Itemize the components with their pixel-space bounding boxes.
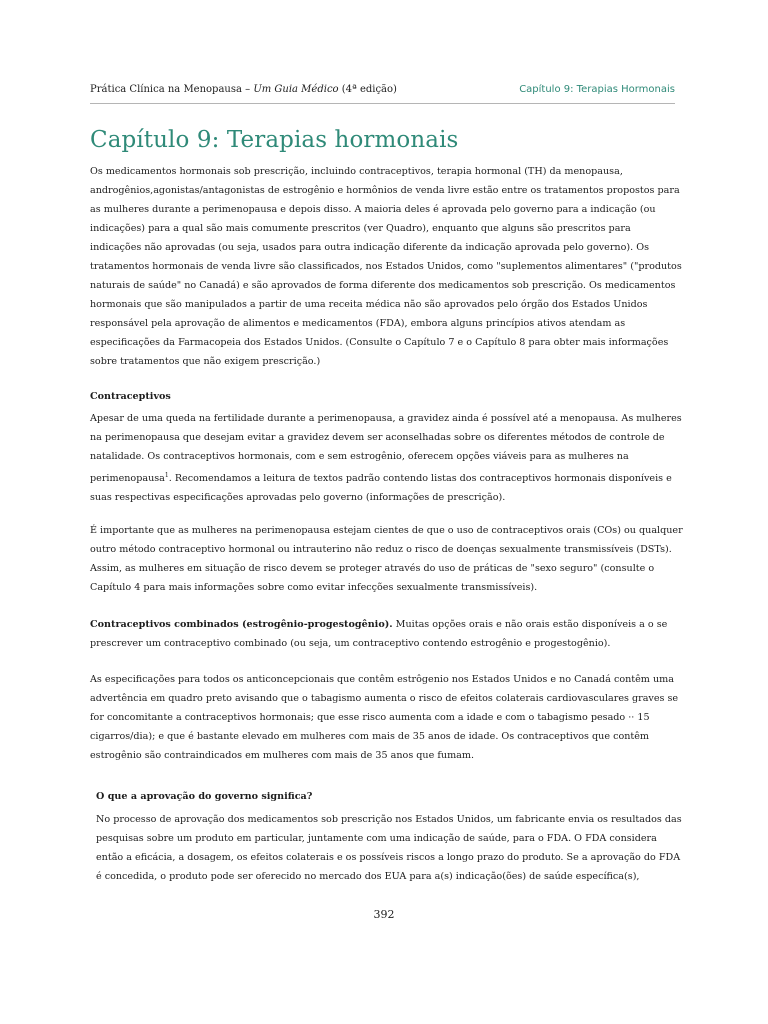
contraceptivos-paragraph-2: É importante que as mulheres na perimenopausa estejam cientes de que o uso de contraceptivos orais (COs) ou qualquer outro método contraceptivo hormonal ou intrauterino não reduz o risco de doenças sexualmente transmissíveis (DSTs). Assim, as mulheres em situação de risco devem se proteger através do uso de práticas de "sexo seguro" (consulte o Capítulo 4 para mais informações sobre como evitar infecções sexualmente transmissíveis). <box>90 525 683 593</box>
combinados-paragraph <box>90 615 684 653</box>
box-title: O que a aprovação do governo significa? <box>96 791 313 802</box>
running-chapter-title: Capítulo 9: Terapias Hormonais <box>519 84 675 95</box>
header-rule <box>90 103 675 104</box>
edition-label: (4ª edição) <box>341 84 397 95</box>
book-title-text: Prática Clínica na Menopausa – <box>90 84 251 95</box>
combinados-text: Muitas opções orais e não orais estão disponíveis a o se prescrever um contraceptivo combinado (ou seja, um contraceptivo contendo estrogênio e progestogênio). <box>90 619 668 649</box>
book-subtitle: Um Guia Médico <box>253 84 339 95</box>
chapter-title: Capítulo 9: Terapias hormonais <box>90 127 459 153</box>
contraceptivos-paragraph-1 <box>90 409 684 507</box>
page-number: 392 <box>373 908 395 921</box>
combinados-heading: Contraceptivos combinados (estrogênio-progestogênio). <box>90 619 393 630</box>
intro-paragraph: Os medicamentos hormonais sob prescrição, incluindo contraceptivos, terapia hormonal (TH) da menopausa, androgênios,agonistas/antagonistas de estrogênio e hormônios de venda livre estão entre os tratamentos propostos para as mulheres durante a perimenopausa e depois disso. A maioria deles é aprovada pelo governo para a indicação (ou indicações) para a qual são mais comumente prescritos (ver Quadro), enquanto que alguns são prescritos para indicações não aprovadas (ou seja, usados para outra indicação diferente da indicação aprovada pelo governo). Os tratamentos hormonais de venda livre são classificados, nos Estados Unidos, como "suplementos alimentares" ("produtos naturais de saúde" no Canadá) e são aprovados de forma diferente dos medicamentos sob prescrição. Os medicamentos hormonais que são manipulados a partir de uma receita médica não são aprovados pelo órgão dos Estados Unidos responsável pela aprovação de alimentos e medicamentos (FDA), embora alguns princípios ativos atendam as especificações da Farmacopeia dos Estados Unidos. (Consulte o Capítulo 7 e o Capítulo 8 para obter mais informações sobre tratamentos que não exigem prescrição.) <box>90 166 682 367</box>
warning-paragraph: As especificações para todos os anticoncepcionais que contêm estrôgenio nos Estados Unidos e no Canadá contêm uma advertência em quadro preto avisando que o tabagismo aumenta o risco de efeitos colaterais cardiovasculares graves se for concomitante a contraceptivos hormonais; que esse risco aumenta com a idade e com o tabagismo pesado ·· 15 cigarros/dia); e que é bastante elevado em mulheres com mais de 35 anos de idade. Os contraceptivos que contêm estrogênio são contraindicados em mulheres com mais de 35 anos que fumam. <box>90 674 679 761</box>
contraceptivos-p1-text: Apesar de uma queda na fertilidade durante a perimenopausa, a gravidez ainda é possível até a menopausa. As mulheres na perimenopausa que desejam evitar a gravidez devem ser aconselhadas sobre os diferentes métodos de controle de natalidade. Os contraceptivos hormonais, com e sem estrogênio, oferecem opções viáveis para as mulheres na perimenopausa <box>90 413 682 485</box>
footnote-ref: 1 <box>164 472 169 479</box>
box-paragraph: No processo de aprovação dos medicamentos sob prescrição nos Estados Unidos, um fabricante envia os resultados das pesquisas sobre um produto em particular, juntamente com uma indicação de saúde, para o FDA. O FDA considera então a eficácia, a dosagem, os efeitos colaterais e os possíveis riscos a longo prazo do produto. Se a aprovação do FDA é concedida, o produto pode ser oferecido no mercado dos EUA para a(s) indicação(ões) de saúde específica(s), <box>96 814 682 882</box>
contraceptivos-p1-tail: . Recomendamos a leitura de textos padrão contendo listas dos contraceptivos hormonais disponíveis e suas respectivas especificações aprovadas pelo governo (informações de prescrição). <box>90 473 672 504</box>
book-title <box>90 84 397 96</box>
section-heading-contraceptivos: Contraceptivos <box>90 391 171 402</box>
